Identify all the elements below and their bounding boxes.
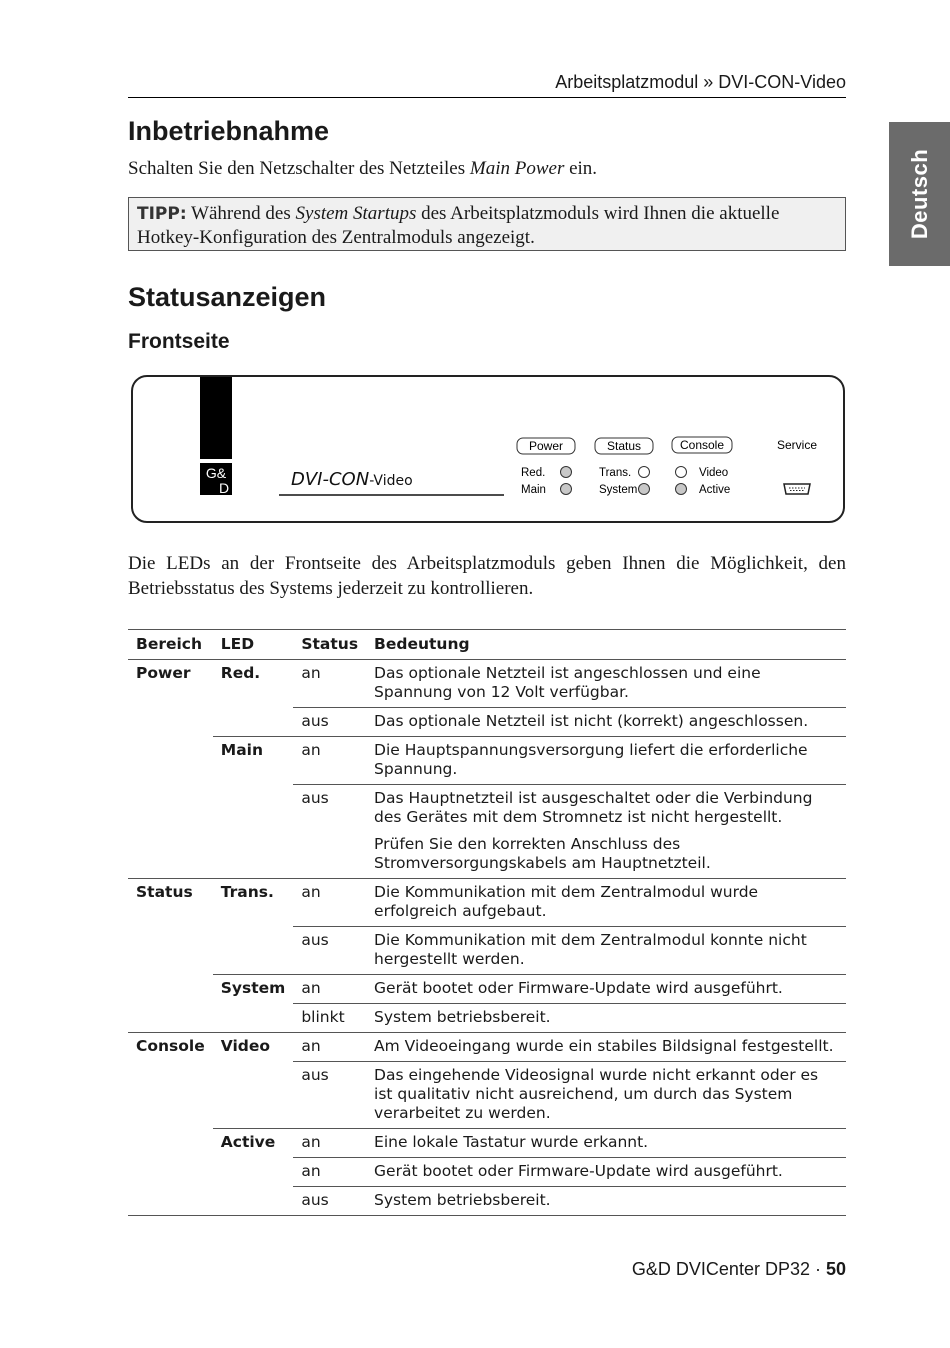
service-port-icon — [784, 484, 810, 494]
led-intro-text: Die LEDs an der Frontseite des Arbeitsplatzmoduls geben Ihnen die Möglichkeit, den Betriebsstatus des Systems jederzeit zu kontrollieren. — [128, 553, 846, 599]
led-video — [676, 467, 687, 478]
footer-product: G&D DVICenter DP32 · — [631, 1259, 826, 1279]
section-title-statusanzeigen: Statusanzeigen — [128, 282, 327, 312]
cell-status: an — [293, 879, 366, 927]
col-header-bedeutung: Bedeutung — [366, 630, 846, 660]
gd-logo-bottom: D — [218, 480, 230, 496]
table-row — [128, 660, 846, 708]
cell-bedeutung: Das eingehende Videosignal wurde nicht erkannt oder es ist qualitativ nicht ausreichend, um durch das System verarbeitet zu werden. — [366, 1062, 846, 1129]
power-instruction: Schalten Sie den Netzschalter des Netzteiles Main Power ein. — [128, 158, 598, 179]
cell-status: an — [293, 975, 366, 1004]
led-label-main: Main — [521, 484, 546, 496]
cell-bedeutung — [366, 785, 846, 879]
page-footer — [128, 1259, 846, 1280]
table-row — [128, 1187, 846, 1216]
cell-status: an — [293, 1129, 366, 1158]
cell-bedeutung: Die Hauptspannungsversorgung liefert die erforderliche Spannung. — [366, 737, 846, 785]
table-row — [128, 927, 846, 975]
led-main — [561, 484, 572, 495]
cell-bedeutung: Eine lokale Tastatur wurde erkannt. — [366, 1129, 846, 1158]
tip-label: TIPP: — [137, 204, 187, 224]
subsection-title-frontseite: Frontseite — [128, 330, 230, 353]
cell-bereich: Power — [128, 660, 213, 708]
cell-status: aus — [293, 785, 366, 879]
cell-bedeutung: Das optionale Netzteil ist nicht (korrekt) angeschlossen. — [366, 708, 846, 737]
cell-bedeutung-line2: Prüfen Sie den korrekten Anschluss des Stromversorgungskabels am Hauptnetzteil. — [374, 835, 711, 872]
cell-led: Trans. — [213, 879, 294, 927]
cell-bedeutung: Am Videoeingang wurde ein stabiles Bildsignal festgestellt. — [366, 1033, 846, 1062]
col-header-led: LED — [213, 630, 294, 660]
status-button-label: Status — [606, 439, 642, 453]
table-row — [128, 1004, 846, 1033]
front-panel-drawing — [133, 377, 843, 521]
led-label-system: System — [599, 484, 638, 496]
cell-bereich: Status — [128, 879, 213, 927]
power-button-label: Power — [528, 439, 564, 453]
led-active — [676, 484, 687, 495]
cell-bereich: Console — [128, 1033, 213, 1062]
cell-led: Active — [213, 1129, 294, 1158]
table-row — [128, 737, 846, 785]
table-row — [128, 1129, 846, 1158]
language-tab[interactable] — [889, 122, 950, 266]
led-label-red: Red. — [521, 467, 546, 479]
front-panel-diagram — [131, 375, 845, 523]
cell-led: Red. — [213, 660, 294, 708]
cell-status: aus — [293, 1062, 366, 1129]
led-label-trans: Trans. — [599, 467, 632, 479]
cell-bedeutung: Die Kommunikation mit dem Zentralmodul wurde erfolgreich aufgebaut. — [366, 879, 846, 927]
cell-bedeutung: Die Kommunikation mit dem Zentralmodul konnte nicht hergestellt werden. — [366, 927, 846, 975]
gd-logo-top: G& — [205, 465, 227, 481]
table-row — [128, 708, 846, 737]
led-label-video: Video — [699, 467, 729, 479]
led-system — [639, 484, 650, 495]
led-status-table — [128, 629, 846, 1216]
page-number: 50 — [825, 1259, 846, 1279]
col-header-status: Status — [293, 630, 366, 660]
table-row — [128, 1158, 846, 1187]
cell-bedeutung: Das optionale Netzteil ist angeschlossen und eine Spannung von 12 Volt verfügbar. — [366, 660, 846, 708]
table-row — [128, 975, 846, 1004]
breadcrumb: Arbeitsplatzmodul » DVI-CON-Video — [555, 72, 846, 92]
cell-status: an — [293, 1158, 366, 1187]
service-label: Service — [776, 438, 818, 452]
table-row — [128, 1033, 846, 1062]
language-tab-label: Deutsch — [906, 148, 932, 240]
cell-led: System — [213, 975, 294, 1004]
table-row — [128, 879, 846, 927]
cell-bedeutung: Gerät bootet oder Firmware-Update wird ausgeführt. — [366, 975, 846, 1004]
cell-status: aus — [293, 927, 366, 975]
cell-status: an — [293, 1033, 366, 1062]
model-name: DVI-CON-Video — [291, 469, 413, 490]
cell-status: aus — [293, 708, 366, 737]
cell-status: blinkt — [293, 1004, 366, 1033]
cell-status: an — [293, 737, 366, 785]
cell-bedeutung-line1: Das Hauptnetzteil ist ausgeschaltet oder die Verbindung des Gerätes mit dem Stromnetz ist nicht hergestellt. — [374, 789, 813, 826]
console-button-label: Console — [679, 438, 725, 452]
led-label-active: Active — [699, 484, 731, 496]
led-trans — [639, 467, 650, 478]
cell-bedeutung: System betriebsbereit. — [366, 1004, 846, 1033]
cell-led: Video — [213, 1033, 294, 1062]
cell-bedeutung: Gerät bootet oder Firmware-Update wird ausgeführt. — [366, 1158, 846, 1187]
table-row — [128, 1062, 846, 1129]
panel-black-bar — [200, 377, 232, 459]
col-header-bereich: Bereich — [128, 630, 213, 660]
table-row — [128, 785, 846, 879]
cell-status: aus — [293, 1187, 366, 1216]
cell-status: an — [293, 660, 366, 708]
table-header-row — [128, 630, 846, 660]
section-title-inbetriebnahme: Inbetriebnahme — [128, 116, 330, 146]
led-red — [561, 467, 572, 478]
cell-led: Main — [213, 737, 294, 785]
header-divider — [128, 97, 846, 98]
tip-box: TIPP: Während des System Startups des Arbeitsplatzmoduls wird Ihnen die aktuelle Hotkey-Konfiguration des Zentralmoduls angezeigt. — [128, 197, 846, 251]
cell-bedeutung: System betriebsbereit. — [366, 1187, 846, 1216]
